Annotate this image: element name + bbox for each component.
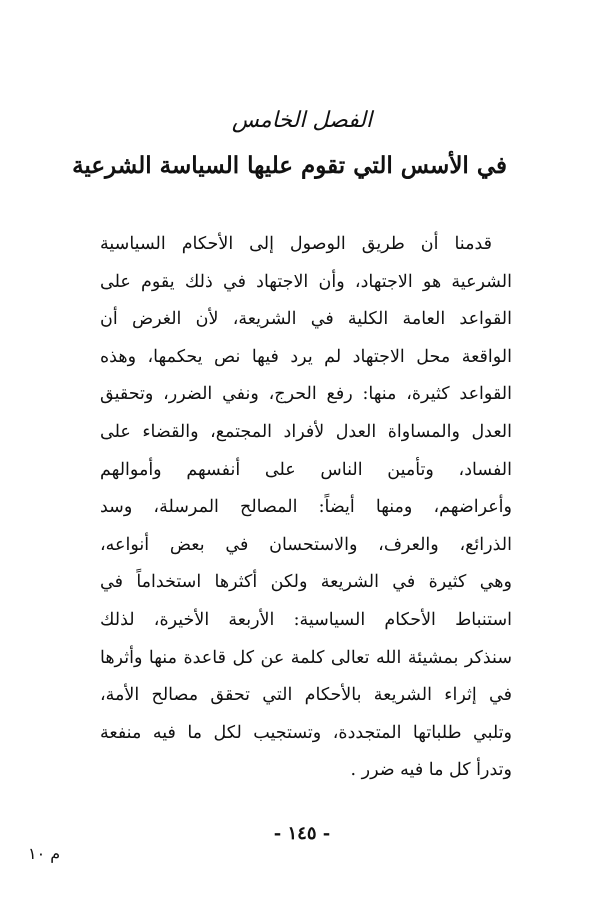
body-line-12: سنذكر بمشيئة الله تعالى كلمة عن كل قاعدة منها وأثرها — [100, 647, 512, 668]
body-line-11: استنباط الأحكام السياسية: الأربعة الأخيرة، لذلك — [100, 609, 512, 630]
signature-mark: م ١٠ — [28, 844, 61, 863]
body-line-3: القواعد العامة الكلية في الشريعة، لأن الغرض أن — [100, 309, 512, 330]
body-line-13: في إثراء الشريعة بالأحكام التي تحقق مصالح الأمة، — [100, 685, 512, 706]
body-line-9: الذرائع، والعرف، والاستحسان في بعض أنواعه، — [100, 534, 512, 555]
body-line-8: وأعراضهم، ومنها أيضاً: المصالح المرسلة، وسد — [100, 497, 512, 518]
body-line-6: العدل والمساواة العدل لأفراد المجتمع، والقضاء على — [100, 421, 512, 442]
page-number: - ١٤٥ - — [273, 823, 331, 844]
body-line-2: الشرعية هو الاجتهاد، وأن الاجتهاد في ذلك يقوم على — [100, 271, 512, 292]
body-line-7: الفساد، وتأمين الناس على أنفسهم وأموالهم — [100, 459, 512, 480]
body-line-10: وهي كثيرة في الشريعة ولكن أكثرها استخداماً في — [100, 572, 512, 593]
body-line-1: قدمنا أن طريق الوصول إلى الأحكام السياسية — [100, 234, 492, 254]
body-line-15: وتدرأ كل ما فيه ضرر . — [350, 760, 512, 781]
chapter-title: في الأسس التي تقوم عليها السياسة الشرعية — [72, 152, 507, 179]
body-text — [100, 226, 512, 790]
body-line-14: وتلبي طلباتها المتجددة، وتستجيب لكل ما فيه منفعة — [100, 722, 512, 743]
chapter-label: الفصل الخامس — [231, 108, 373, 133]
body-line-4: الواقعة محل الاجتهاد لم يرد فيها نص يحكمها، وهذه — [100, 346, 512, 367]
body-line-5: القواعد كثيرة، منها: رفع الحرج، ونفي الضرر، وتحقيق — [100, 384, 512, 405]
